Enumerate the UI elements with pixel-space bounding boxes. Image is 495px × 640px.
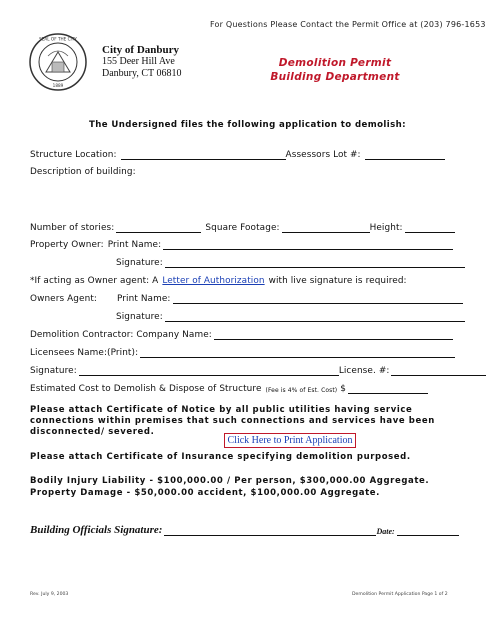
field-license-no[interactable] bbox=[391, 366, 486, 376]
field-owner-signature[interactable] bbox=[165, 258, 465, 268]
field-official-signature[interactable] bbox=[164, 526, 376, 536]
insurance-notice: Please attach Certificate of Insurance specifying demolition purposed. bbox=[30, 452, 411, 462]
address-line-1: 155 Deer Hill Ave bbox=[102, 56, 175, 67]
label-licensees: Licensees Name:(Print): bbox=[30, 348, 139, 358]
label-cost: Estimated Cost to Demolish & Dispose of Structure bbox=[30, 384, 262, 394]
form-title bbox=[250, 56, 420, 84]
label-square-footage: Square Footage: bbox=[205, 223, 280, 233]
field-contractor[interactable] bbox=[214, 330, 453, 340]
dollar-sign: $ bbox=[340, 384, 346, 394]
print-application-button[interactable]: Click Here to Print Application bbox=[224, 433, 356, 448]
bodily-injury-text: Bodily Injury Liability - $100,000.00 / Per person, $300,000.00 Aggregate. bbox=[30, 476, 430, 486]
label-property-owner: Property Owner: bbox=[30, 240, 104, 250]
label-contractor-signature: Signature: bbox=[30, 366, 77, 376]
label-owner-print-name: Print Name: bbox=[107, 240, 162, 250]
footer-revision: Rev. July 9, 2003 bbox=[30, 592, 69, 597]
field-owner-print-name[interactable] bbox=[163, 240, 453, 250]
row-cost bbox=[30, 384, 428, 394]
label-height: Height: bbox=[369, 223, 403, 233]
footer-page: Demolition Permit Application Page 1 of 2 bbox=[352, 592, 448, 597]
label-assessors-lot: Assessors Lot #: bbox=[285, 150, 361, 160]
label-agent-signature: Signature: bbox=[116, 312, 163, 322]
property-damage-text: Property Damage - $50,000.00 accident, $100,000.00 Aggregate. bbox=[30, 488, 380, 498]
row-contractor bbox=[30, 330, 453, 340]
agent-note-pre: *If acting as Owner agent: A bbox=[30, 276, 159, 286]
field-square-footage[interactable] bbox=[282, 223, 370, 233]
title-line-2: Building Department bbox=[270, 71, 400, 83]
row-agent-signature bbox=[116, 312, 465, 322]
field-date[interactable] bbox=[397, 526, 459, 536]
label-cost-fee: (Fee is 4% of Est. Cost) bbox=[265, 387, 338, 394]
svg-text:1889: 1889 bbox=[52, 83, 64, 88]
official-signature-row bbox=[30, 524, 459, 536]
city-name: City of Danbury bbox=[102, 44, 180, 56]
address-line-2: Danbury, CT 06810 bbox=[102, 68, 182, 79]
title-line-1: Demolition Permit bbox=[278, 57, 392, 69]
label-agent-print-name: Print Name: bbox=[116, 294, 171, 304]
row-structure-location bbox=[30, 150, 445, 160]
row-description bbox=[30, 167, 136, 177]
row-agent-note bbox=[30, 276, 407, 286]
field-cost[interactable] bbox=[348, 384, 428, 394]
letter-of-authorization-link[interactable]: Letter of Authorization bbox=[162, 276, 265, 286]
field-stories[interactable] bbox=[116, 223, 201, 233]
row-property-owner bbox=[30, 240, 453, 250]
field-agent-signature[interactable] bbox=[165, 312, 465, 322]
agent-note-post: with live signature is required: bbox=[268, 276, 407, 286]
utilities-notice: Please attach Certificate of Notice by all public utilities having service connections within premises that such connections and services have been disconnected/ severed. bbox=[30, 405, 435, 437]
field-height[interactable] bbox=[405, 223, 455, 233]
city-address bbox=[102, 44, 181, 80]
label-contractor: Demolition Contractor: Company Name: bbox=[30, 330, 212, 340]
field-agent-print-name[interactable] bbox=[173, 294, 463, 304]
label-license-no: License. #: bbox=[338, 366, 390, 376]
row-owners-agent bbox=[30, 294, 463, 304]
row-stories bbox=[30, 223, 455, 233]
label-official-signature: Building Officials Signature: bbox=[30, 524, 163, 536]
label-owners-agent: Owners Agent: bbox=[30, 294, 97, 304]
field-licensees[interactable] bbox=[140, 348, 455, 358]
field-contractor-signature[interactable] bbox=[79, 366, 339, 376]
label-structure-location: Structure Location: bbox=[30, 150, 117, 160]
contact-text: For Questions Please Contact the Permit Office at (203) 796-1653 bbox=[210, 20, 486, 29]
label-owner-signature: Signature: bbox=[116, 258, 163, 268]
field-assessors-lot[interactable] bbox=[365, 150, 445, 160]
row-owner-signature bbox=[116, 258, 465, 268]
intro-text: The Undersigned files the following application to demolish: bbox=[89, 120, 406, 130]
row-signature-license bbox=[30, 366, 486, 376]
field-structure-location[interactable] bbox=[121, 150, 286, 160]
label-date: Date: bbox=[376, 527, 395, 536]
row-licensees bbox=[30, 348, 455, 358]
svg-text:SEAL OF THE CITY: SEAL OF THE CITY bbox=[39, 36, 77, 42]
label-description: Description of building: bbox=[30, 167, 136, 177]
city-seal-icon bbox=[28, 32, 88, 92]
label-stories: Number of stories: bbox=[30, 223, 115, 233]
